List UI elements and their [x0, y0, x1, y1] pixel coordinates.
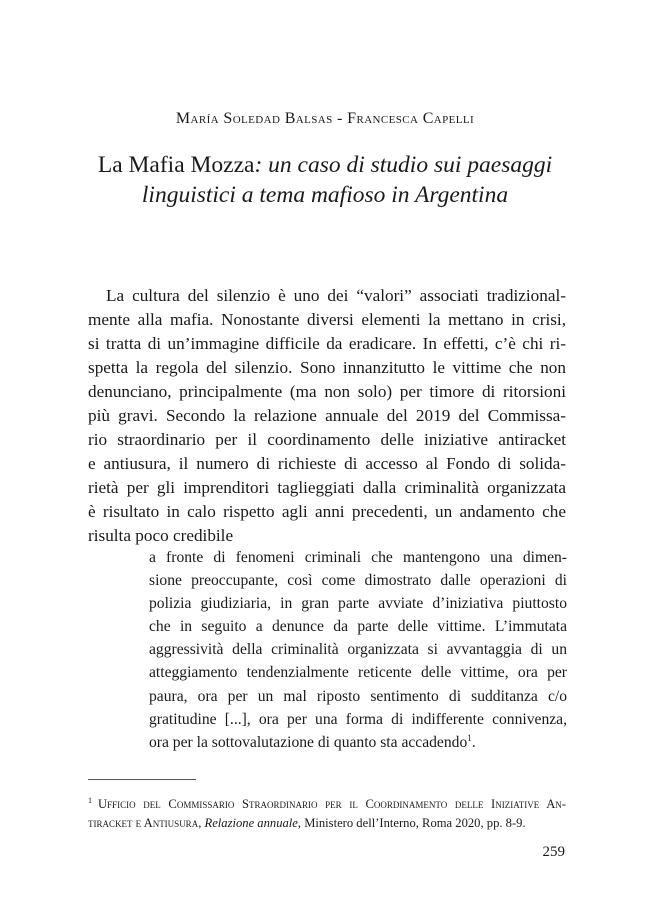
footnote [88, 795, 566, 833]
page-number: 259 [542, 844, 565, 860]
block-quote [149, 546, 567, 754]
chapter-title [70, 150, 580, 210]
body-line: rio straordinario per il coordinamento delle iniziative antiracket [88, 430, 566, 449]
quote-line-text: ora per la sottovalutazione di quanto sta accadendo [149, 733, 468, 751]
quote-line: a fronte di fenomeni criminali che mantengono una dimen- [149, 549, 567, 566]
footnote-line1 [88, 795, 566, 814]
footnote-marker: 1 [88, 795, 92, 805]
quote-last-line: ora per la sottovalutazione di quanto sta accadendo$^1$. [149, 732, 476, 751]
footnote-separator [88, 779, 196, 780]
quote-line: aggressività della criminalità organizzata si avvantaggia di un [149, 641, 567, 659]
footnote-author-cont: tiracket e Antiusura [88, 816, 199, 830]
footnote-line2 [88, 814, 566, 833]
quote-line: sione preoccupante, così come dimostrato dalle operazioni di [149, 572, 567, 590]
footnote-separator-text: , [198, 816, 205, 830]
title-subtitle-line1: : un caso di studio sui paesaggi [254, 152, 553, 178]
quote-line: gratitudine [...], ora per una forma di indifferente connivenza, [149, 710, 567, 728]
body-line: mente alla mafia. Nonostante diversi elementi la mettano in crisi, [88, 310, 566, 329]
body-line: risulta poco credibile [88, 526, 234, 545]
quote-line: atteggiamento tendenzialmente reticente delle vittime, ora per [149, 664, 567, 682]
body-line: è risultato in calo rispetto agli anni precedenti, un andamento che [88, 502, 566, 521]
footnote-publication: , Ministero dell’Interno, Roma 2020, pp. 8-9. [297, 816, 526, 830]
body-line: rietà per gli imprenditori taglieggiati dalla criminalità organizzata [88, 478, 566, 497]
body-paragraph [88, 284, 566, 548]
body-line: più gravi. Secondo la relazione annuale del 2019 del Commissa- [88, 406, 566, 425]
body-line: si tratta di un’immagine difficile da eradicare. In effetti, c’è chi ri- [88, 334, 566, 353]
body-line: La cultura del silenzio è uno dei “valori” associati tradizional- [106, 286, 566, 305]
footnote-reference[interactable]: 1 [467, 732, 472, 743]
quote-line: polizia giudiziaria, in gran parte avviate d’iniziativa piuttosto [149, 595, 567, 613]
title-main: La Mafia Mozza [97, 152, 255, 178]
footnote-work-title: Relazione annuale [204, 816, 298, 830]
quote-line: che in seguito a denunce da parte delle vittime. L’immutata [149, 618, 567, 636]
body-line: spetta la regola del silenzio. Sono innanzitutto le vittime che non [88, 358, 566, 377]
body-line: e antiusura, il numero di richieste di accesso al Fondo di solida- [88, 454, 566, 473]
footnote-author: Ufficio del Commissario Straordinario per il Coordinamento delle Iniziative An- [98, 797, 566, 811]
running-header-authors: María Soledad Balsas - Francesca Capelli [175, 110, 475, 127]
title-subtitle-line2: linguistici a tema mafioso in Argentina [141, 182, 509, 208]
quote-line: paura, ora per un mal riposto sentimento di sudditanza c/o [149, 687, 567, 705]
body-line: denunciano, principalmente (ma non solo) per timore di ritorsioni [88, 382, 566, 401]
